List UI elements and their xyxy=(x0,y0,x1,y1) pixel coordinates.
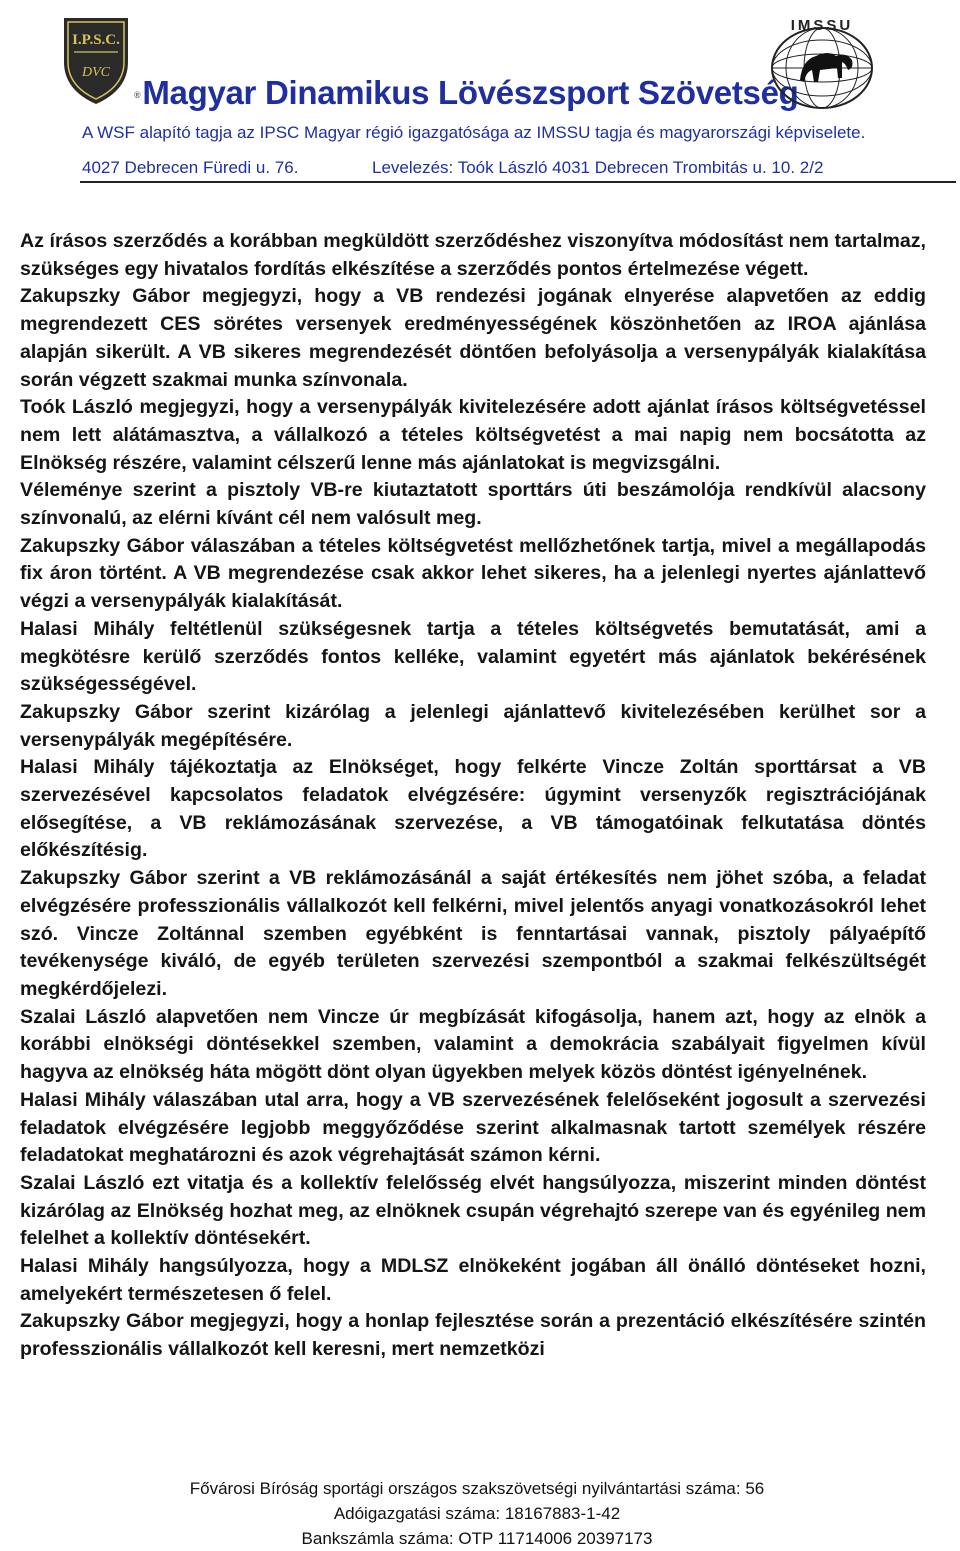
paragraph: Az írásos szerződés a korábban megküldött szerződéshez viszonyítva módosítást nem tartalmaz, szükséges egy hivatalos fordítás elkészítése a szerződés pontos értelmezése végett. xyxy=(20,230,926,280)
mailing-address: Levelezés: Toók László 4031 Debrecen Trombitás u. 10. 2/2 xyxy=(372,158,824,177)
imssu-logo xyxy=(762,10,880,114)
paragraph: Halasi Mihály feltétlenül szükségesnek tartja a tételes költségvetés bemutatását, ami a megkötésre kerülő szerződés fontos kelléke, valamint egyetért más ajánlatok bekérésének szükségességével. xyxy=(20,617,926,696)
paragraph: Zakupszky Gábor megjegyzi, hogy a honlap fejlesztése során a prezentáció elkészítésére szintén professzionális vállalkozót kell keresni, mert nemzetközi xyxy=(20,1310,926,1361)
paragraph: Halasi Mihály tájékoztatja az Elnökséget, hogy felkérte Vincze Zoltán sporttársat a VB szervezésével kapcsolatos feladatok elvégzésére: úgymint versenyzők regisztrációjának elősegítése, a VB reklámozásának szervezése, a VB támogatóinak felkutatása döntés előkészítésig. xyxy=(20,756,926,862)
paragraph: Halasi Mihály válaszában utal arra, hogy a VB szervezésének felelőseként jogosult a szervezési feladatok elvégzésére legjobb meggyőződése szerint alkalmasnak tartott személyek részére feladatokat meghatározni és azok végrehajtását számon kérni. xyxy=(20,1088,926,1167)
paragraph: Szalai László alapvetően nem Vincze úr megbízását kifogásolja, hanem azt, hogy az elnök a korábbi elnökségi döntésekkel szemben, valamint a demokrácia szabályait figyelmen kívül hagyva az elnökség háta mögött dönt olyan ügyekben melyek közös döntést igényelnének. xyxy=(20,1005,926,1084)
footer-registry-number: Fővárosi Bíróság sportági országos szakszövetségi nyilvántartási száma: 56 xyxy=(189,1479,765,1498)
footer-tax-number: Adóigazgatási száma: 18167883-1-42 xyxy=(333,1504,621,1523)
org-subtitle: A WSF alapító tagja az IPSC Magyar régió igazgatósága az IMSSU tagja és magyarországi képviselete. xyxy=(82,123,866,142)
footer-bank-account: Bankszámla száma: OTP 11714006 20397173 xyxy=(301,1529,653,1548)
org-name xyxy=(134,74,799,112)
minutes-body xyxy=(20,228,926,1364)
paragraph: Zakupszky Gábor megjegyzi, hogy a VB rendezési jogának elnyerése alapvetően az eddig megrendezett CES sörétes versenyek eredményességének köszönhetően az IROA ajánlása alapján sikerült. A VB sikeres megrendezését döntően befolyásolja a versenypályák kialakítása során végzett szakmai munka színvonala. xyxy=(20,285,926,391)
paragraph: Halasi Mihály hangsúlyozza, hogy a MDLSZ elnökeként jogában áll önálló döntéseket hozni, amelyekért természetesen ő felel. xyxy=(20,1255,926,1305)
paragraph: Véleménye szerint a pisztoly VB-re kiutaztatott sporttárs úti beszámolója rendkívül alacsony színvonalú, az elérni kívánt cél nem valósult meg. xyxy=(20,479,926,530)
paragraph: Zakupszky Gábor szerint kizárólag a jelenlegi ajánlattevő kivitelezésében kerülhet sor a versenypályák megépítésére. xyxy=(20,700,926,751)
ipsc-logo-motto: DVC xyxy=(82,65,110,80)
paragraph: Zakupszky Gábor szerint a VB reklámozásánál a saját értékesítés nem jöhet szóba, a feladat elvégzésére professzionális vállalkozót kell felkérni, mivel jelentős anyagi vonatkozásokról lehet szó. Vincze Zoltánnal szemben egyébként is fenntartásai vannak, pisztoly pályaépítő tevékenysége kiváló, de egyéb területen szervezési szempontból a szakmai felkészültségét megkérdőjelezi. xyxy=(20,867,926,1000)
org-name-text: Magyar Dinamikus Lövészsport Szövetség xyxy=(142,74,799,111)
letterhead xyxy=(0,0,960,182)
paragraph: Toók László megjegyzi, hogy a versenypályák kivitelezésére adott ajánlat írásos költségvetéssel nem lett alátámasztva, a vállalkozó a tételes költségvetést a mai napig nem bocsátotta az Elnökség részére, valamint célszerű lenne más ajánlatokat is megvizsgálni. xyxy=(20,396,926,474)
header-divider xyxy=(80,181,956,183)
imssu-logo-text: IMSSU xyxy=(790,17,854,34)
ipsc-logo-text: I.P.S.C. xyxy=(72,32,120,48)
paragraph: Zakupszky Gábor válaszában a tételes költségvetést mellőzhetőnek tartja, mivel a megállapodás fix áron történt. A VB megrendezése csak akkor lehet sikeres, ha a jelenlegi nyertes ajánlattevő végzi a versenypályák kialakítását. xyxy=(20,534,926,613)
registered-mark: ® xyxy=(134,90,141,101)
org-address: 4027 Debrecen Füredi u. 76. xyxy=(82,158,299,177)
ipsc-logo xyxy=(58,14,134,106)
paragraph: Szalai László ezt vitatja és a kollektív felelősség elvét hangsúlyozza, miszerint minden döntést kizárólag az Elnökség hozhat meg, az elnöknek csupán végrehajtó szerepe van és egyénileg nem felelhet a kollektív döntésekért. xyxy=(20,1171,926,1250)
